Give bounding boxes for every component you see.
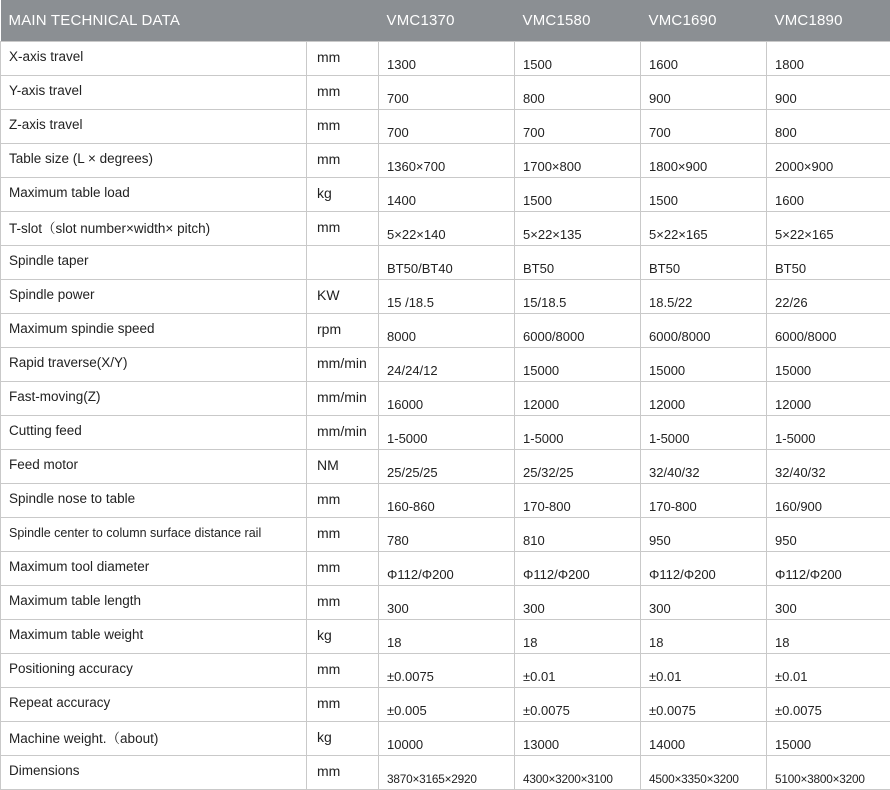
value-cell: 300 [641,586,767,620]
value-cell: 15000 [515,348,641,382]
value-cell: 1600 [767,178,890,212]
unit-cell: mm [307,518,379,552]
table-row [1,144,890,178]
value-cell: 300 [515,586,641,620]
value-cell: 6000/8000 [515,314,641,348]
parameter-label: Spindle center to column surface distance rail [1,518,307,552]
value-cell: 1800 [767,42,890,76]
parameter-label: Maximum spindie speed [1,314,307,348]
value-cell: 1-5000 [641,416,767,450]
unit-cell: mm/min [307,416,379,450]
value-cell: 12000 [767,382,890,416]
unit-cell: KW [307,280,379,314]
unit-cell: mm [307,144,379,178]
parameter-label: Repeat accuracy [1,688,307,722]
value-cell: 6000/8000 [767,314,890,348]
parameter-label: Rapid traverse(X/Y) [1,348,307,382]
value-cell: Φ112/Φ200 [767,552,890,586]
value-cell: 1300 [379,42,515,76]
parameter-label: Z-axis travel [1,110,307,144]
value-cell: 12000 [641,382,767,416]
value-cell: 160-860 [379,484,515,518]
value-cell: 32/40/32 [641,450,767,484]
value-cell: 1500 [515,178,641,212]
model-header: VMC1890 [767,0,890,42]
value-cell: 160/900 [767,484,890,518]
table-row [1,722,890,756]
value-cell: 15000 [767,348,890,382]
value-cell: 13000 [515,722,641,756]
value-cell: ±0.01 [767,654,890,688]
value-cell: 700 [379,110,515,144]
value-cell: 1700×800 [515,144,641,178]
table-row [1,756,890,790]
value-cell: 18 [641,620,767,654]
value-cell: 5×22×165 [767,212,890,246]
model-header: VMC1580 [515,0,641,42]
unit-cell: mm/min [307,382,379,416]
parameter-label: Spindle power [1,280,307,314]
value-cell: 15000 [767,722,890,756]
table-row [1,552,890,586]
value-cell: 1500 [515,42,641,76]
value-cell: BT50 [515,246,641,280]
value-cell: 1-5000 [767,416,890,450]
unit-cell: kg [307,722,379,756]
table-row [1,110,890,144]
table-row [1,212,890,246]
parameter-label: Spindle taper [1,246,307,280]
table-row [1,586,890,620]
value-cell: 15000 [641,348,767,382]
table-body [1,42,890,790]
value-cell: 14000 [641,722,767,756]
value-cell: 22/26 [767,280,890,314]
table-row [1,620,890,654]
parameter-label: Feed motor [1,450,307,484]
value-cell: 10000 [379,722,515,756]
value-cell: ±0.0075 [641,688,767,722]
value-cell: 2000×900 [767,144,890,178]
value-cell: ±0.01 [641,654,767,688]
value-cell: 810 [515,518,641,552]
value-cell: 16000 [379,382,515,416]
unit-cell: mm [307,552,379,586]
table-row [1,76,890,110]
value-cell: 1360×700 [379,144,515,178]
unit-cell: NM [307,450,379,484]
value-cell: 15 /18.5 [379,280,515,314]
parameter-label: Maximum table length [1,586,307,620]
value-cell: BT50/BT40 [379,246,515,280]
value-cell: Φ112/Φ200 [515,552,641,586]
value-cell: 1800×900 [641,144,767,178]
value-cell: 780 [379,518,515,552]
table-row [1,382,890,416]
table-row [1,450,890,484]
value-cell: 4500×3350×3200 [641,756,767,790]
parameter-label: Dimensions [1,756,307,790]
value-cell: 800 [767,110,890,144]
parameter-label: Machine weight.（about) [1,722,307,756]
value-cell: 800 [515,76,641,110]
parameter-label: Y-axis travel [1,76,307,110]
parameter-label: Maximum table weight [1,620,307,654]
value-cell: 700 [641,110,767,144]
value-cell: 950 [767,518,890,552]
table-row [1,484,890,518]
value-cell: 18 [379,620,515,654]
unit-cell: mm [307,688,379,722]
model-header: VMC1370 [379,0,515,42]
unit-cell: mm [307,654,379,688]
table-row [1,416,890,450]
parameter-label: Spindle nose to table [1,484,307,518]
parameter-label: X-axis travel [1,42,307,76]
unit-cell: mm [307,484,379,518]
table-row [1,246,890,280]
value-cell: 12000 [515,382,641,416]
value-cell: 6000/8000 [641,314,767,348]
parameter-label: Table size (L × degrees) [1,144,307,178]
value-cell: ±0.01 [515,654,641,688]
value-cell: 170-800 [641,484,767,518]
parameter-label: Maximum tool diameter [1,552,307,586]
parameter-label: T-slot（slot number×width× pitch) [1,212,307,246]
unit-cell: mm [307,42,379,76]
unit-cell: mm [307,110,379,144]
value-cell: 700 [515,110,641,144]
value-cell: 24/24/12 [379,348,515,382]
value-cell: ±0.0075 [379,654,515,688]
table-row [1,42,890,76]
value-cell: 900 [641,76,767,110]
unit-cell: mm [307,586,379,620]
table-row [1,178,890,212]
value-cell: 3870×3165×2920 [379,756,515,790]
value-cell: 5×22×135 [515,212,641,246]
parameter-label: Positioning accuracy [1,654,307,688]
parameter-label: Maximum table load [1,178,307,212]
value-cell: 1500 [641,178,767,212]
unit-cell: mm [307,212,379,246]
table-title: MAIN TECHNICAL DATA [1,0,379,42]
header-row [1,0,890,42]
value-cell: BT50 [641,246,767,280]
value-cell: 25/32/25 [515,450,641,484]
value-cell: 18.5/22 [641,280,767,314]
value-cell: 18 [767,620,890,654]
table-row [1,280,890,314]
value-cell: 5×22×140 [379,212,515,246]
value-cell: 5×22×165 [641,212,767,246]
unit-cell: mm/min [307,348,379,382]
value-cell: 8000 [379,314,515,348]
table-row [1,654,890,688]
unit-cell: mm [307,76,379,110]
value-cell: 1-5000 [515,416,641,450]
value-cell: BT50 [767,246,890,280]
unit-cell [307,246,379,280]
value-cell: ±0.0075 [767,688,890,722]
value-cell: 15/18.5 [515,280,641,314]
value-cell: 170-800 [515,484,641,518]
value-cell: 32/40/32 [767,450,890,484]
value-cell: 1-5000 [379,416,515,450]
value-cell: 900 [767,76,890,110]
unit-cell: mm [307,756,379,790]
unit-cell: rpm [307,314,379,348]
table-row [1,314,890,348]
model-header: VMC1690 [641,0,767,42]
value-cell: Φ112/Φ200 [641,552,767,586]
unit-cell: kg [307,620,379,654]
value-cell: 25/25/25 [379,450,515,484]
table-row [1,518,890,552]
table-row [1,688,890,722]
parameter-label: Cutting feed [1,416,307,450]
value-cell: 300 [379,586,515,620]
value-cell: ±0.0075 [515,688,641,722]
value-cell: 1400 [379,178,515,212]
unit-cell: kg [307,178,379,212]
value-cell: 5100×3800×3200 [767,756,890,790]
value-cell: 950 [641,518,767,552]
table-header [1,0,890,42]
parameter-label: Fast-moving(Z) [1,382,307,416]
value-cell: 4300×3200×3100 [515,756,641,790]
value-cell: ±0.005 [379,688,515,722]
value-cell: 1600 [641,42,767,76]
value-cell: 700 [379,76,515,110]
value-cell: 300 [767,586,890,620]
value-cell: 18 [515,620,641,654]
value-cell: Φ112/Φ200 [379,552,515,586]
table-row [1,348,890,382]
